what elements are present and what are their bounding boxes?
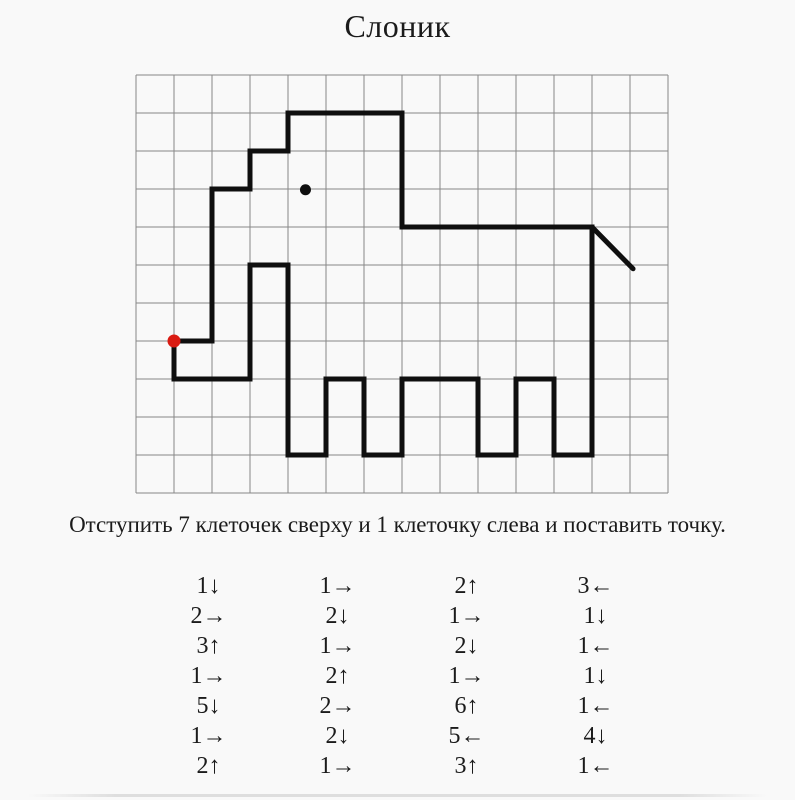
move-step-r1c2: 1→ (319, 573, 356, 599)
move-step-r5c1: 5↓ (196, 693, 221, 719)
move-step-r3c1: 3↑ (196, 633, 221, 659)
elephant-outline (174, 113, 592, 455)
move-step-r4c1: 1→ (190, 663, 227, 689)
move-step-r6c2: 2↓ (325, 723, 350, 749)
move-step-r3c3: 2↓ (454, 633, 479, 659)
move-step-r2c4: 1↓ (583, 603, 608, 629)
move-step-r1c4: 3← (577, 573, 614, 599)
move-step-r2c1: 2→ (190, 603, 227, 629)
move-step-r7c4: 1← (577, 753, 614, 779)
move-step-r1c1: 1↓ (196, 573, 221, 599)
move-step-r7c2: 1→ (319, 753, 356, 779)
start-dot (168, 335, 181, 348)
move-step-r6c4: 4↓ (583, 723, 608, 749)
move-step-r7c1: 2↑ (196, 753, 221, 779)
move-step-r2c2: 2↓ (325, 603, 350, 629)
elephant-tail (592, 227, 633, 269)
move-step-r6c1: 1→ (190, 723, 227, 749)
move-step-r7c3: 3↑ (454, 753, 479, 779)
grid-area (136, 75, 668, 493)
move-step-r5c3: 6↑ (454, 693, 479, 719)
dictation-grid-svg (136, 75, 668, 493)
elephant-eye (300, 184, 311, 195)
move-step-r2c3: 1→ (448, 603, 485, 629)
move-step-r5c4: 1← (577, 693, 614, 719)
scan-artifact-line (28, 794, 767, 797)
move-step-r5c2: 2→ (319, 693, 356, 719)
move-step-r3c4: 1← (577, 633, 614, 659)
move-step-r4c2: 2↑ (325, 663, 350, 689)
move-step-r3c2: 1→ (319, 633, 356, 659)
move-step-r6c3: 5← (448, 723, 485, 749)
worksheet-title: Слоник (344, 8, 451, 44)
moves-table (144, 571, 660, 781)
move-step-r1c3: 2↑ (454, 573, 479, 599)
move-step-r4c3: 1→ (448, 663, 485, 689)
instruction-text: Отступить 7 клеточек сверху и 1 клеточку слева и поставить точку. (69, 512, 726, 537)
move-step-r4c4: 1↓ (583, 663, 608, 689)
